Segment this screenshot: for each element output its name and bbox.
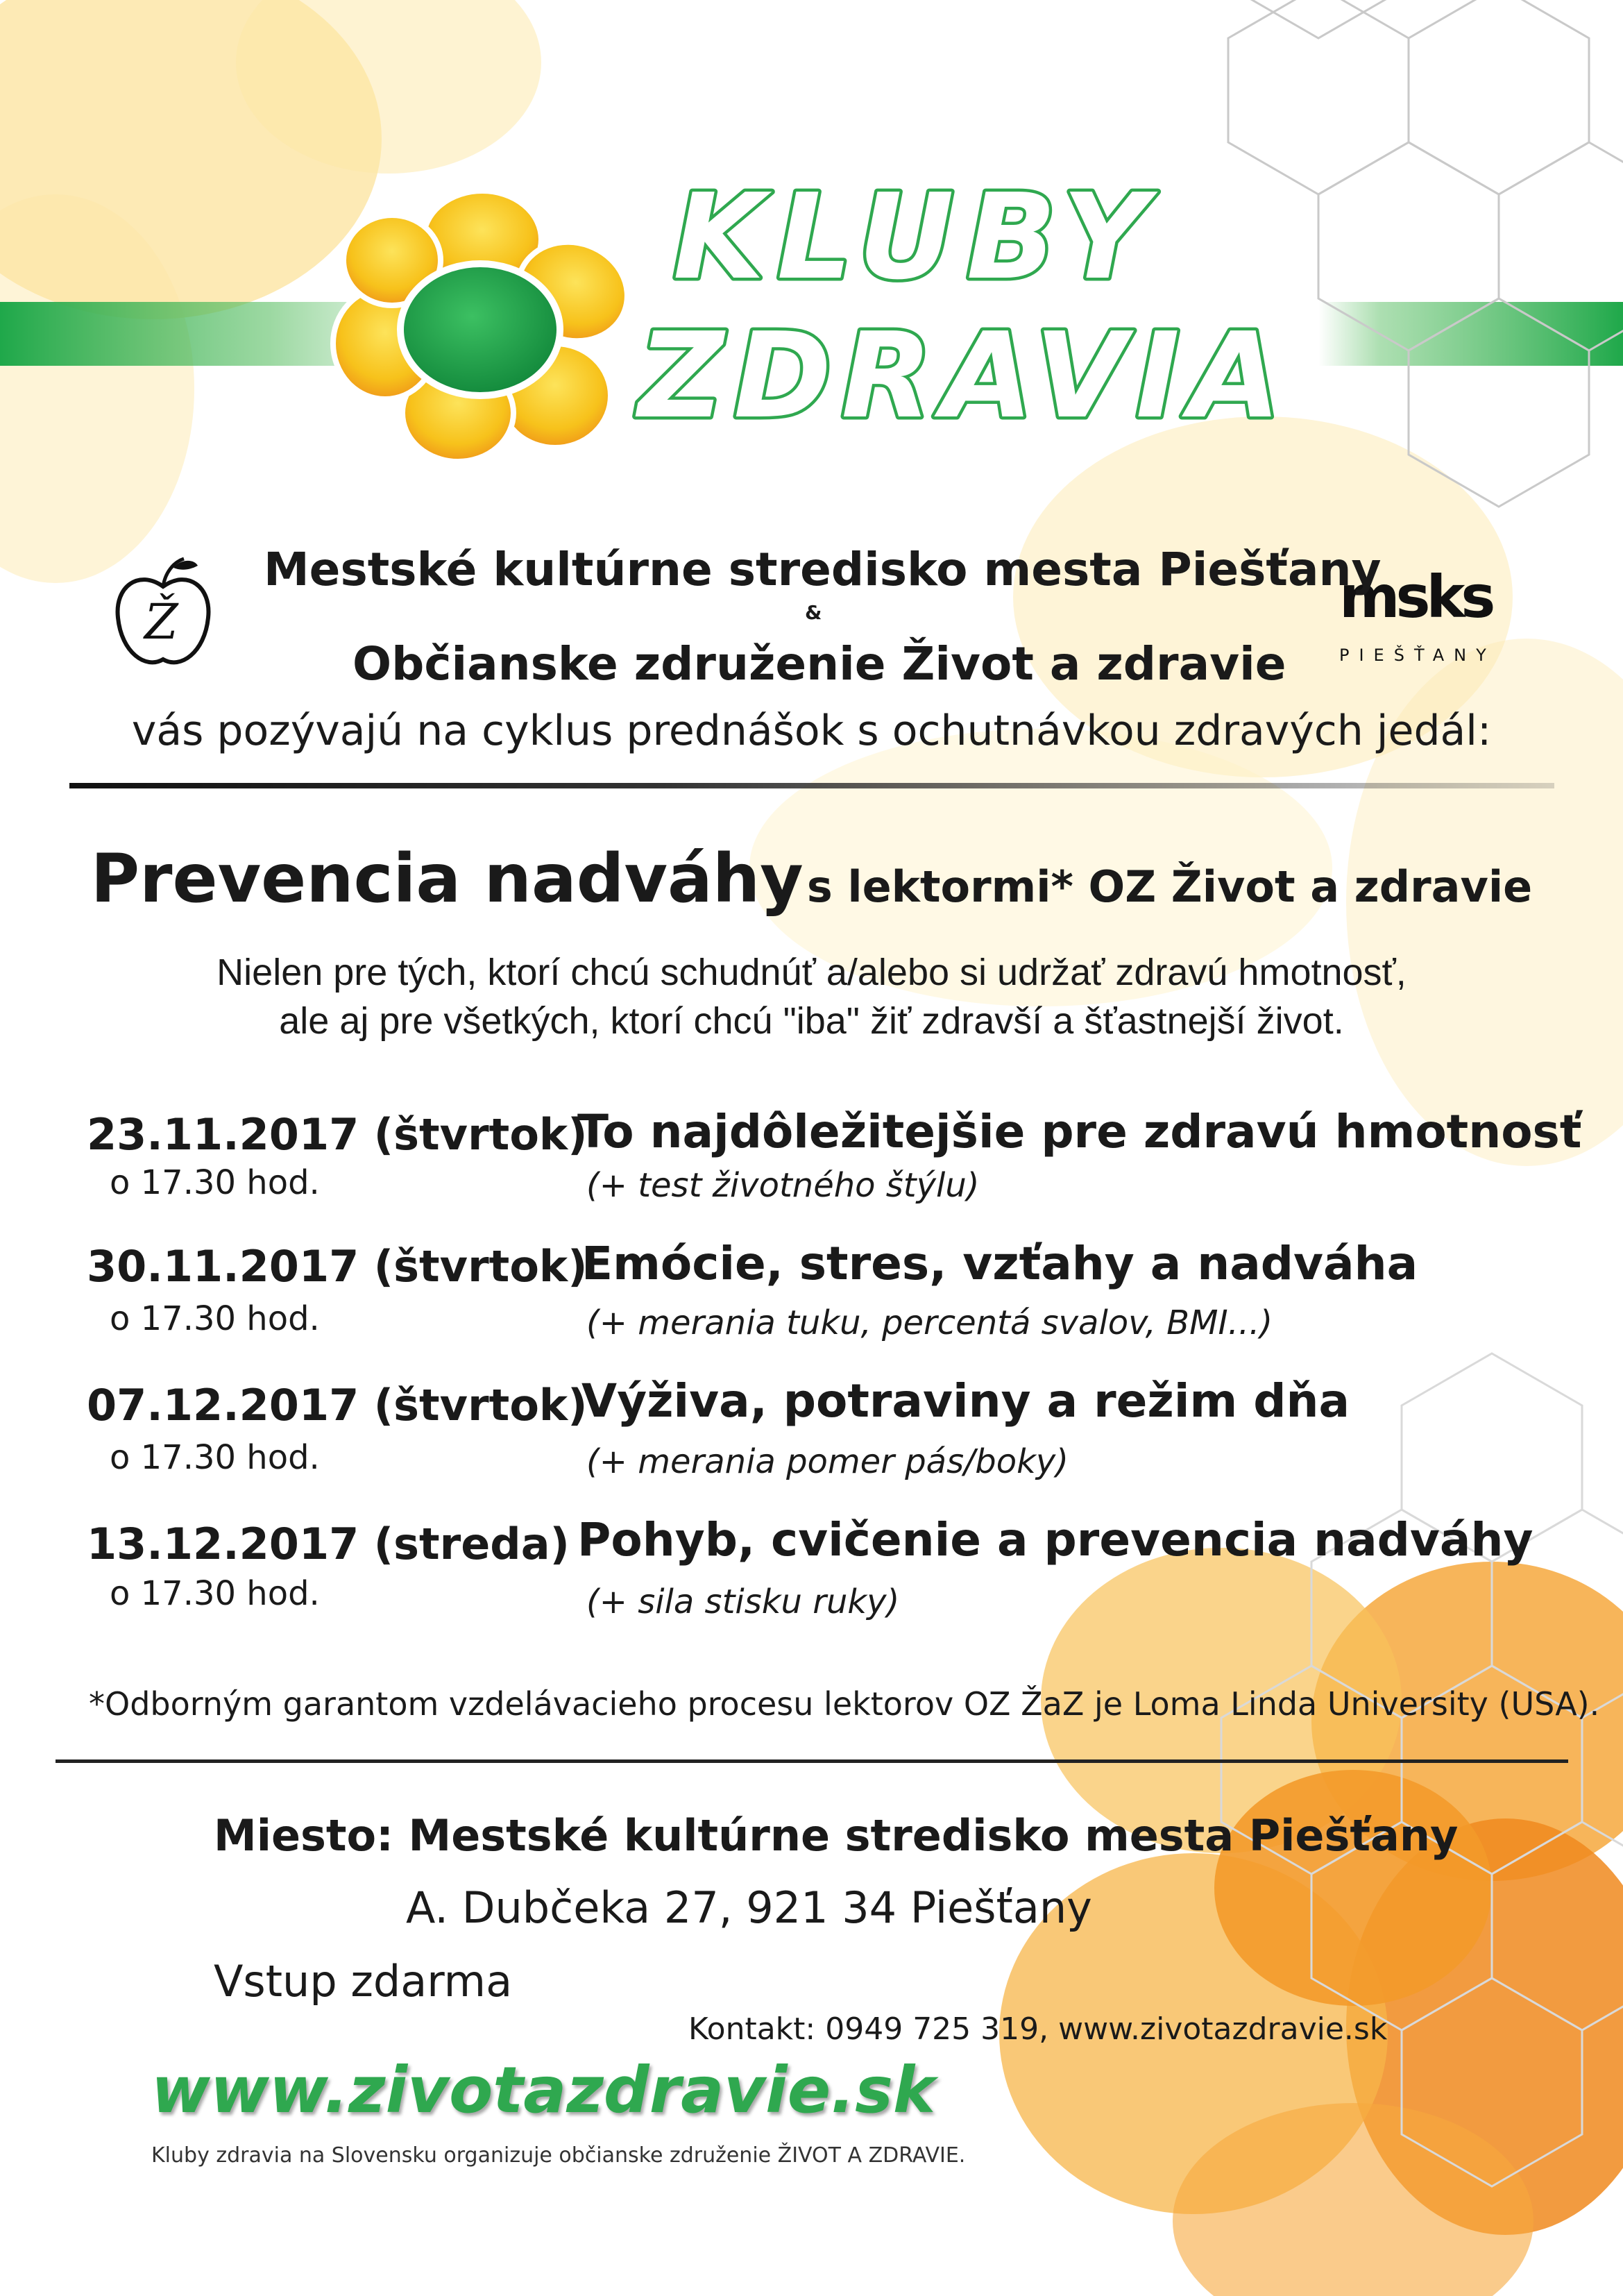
event-date: 07.12.2017 (štvrtok) bbox=[87, 1380, 588, 1430]
event-time: o 17.30 hod. bbox=[110, 1299, 320, 1338]
program-subtitle-2: ale aj pre všetkých, ktorí chcú "iba" žiť zdravší a šťastnejší život. bbox=[279, 1000, 1344, 1042]
event-date: 13.12.2017 (streda) bbox=[87, 1519, 570, 1569]
apple-logo-icon bbox=[111, 548, 215, 673]
title-line-1: KLUBY bbox=[673, 174, 1161, 306]
msks-logo-city: PIEŠŤANY bbox=[1339, 645, 1496, 665]
program-title-suffix: s lektormi* OZ Život a zdravie bbox=[806, 861, 1533, 912]
svg-text:Ž: Ž bbox=[144, 593, 178, 650]
invitation-text: vás pozývajú na cyklus prednášok s ochutnávkou zdravých jedál: bbox=[131, 707, 1492, 755]
event-date: 23.11.2017 (štvrtok) bbox=[87, 1109, 588, 1160]
event-title: Emócie, stres, vzťahy a nadváha bbox=[581, 1237, 1418, 1290]
event-time: o 17.30 hod. bbox=[110, 1438, 320, 1477]
event-note: (+ sila stisku ruky) bbox=[586, 1582, 900, 1621]
event-date: 30.11.2017 (štvrtok) bbox=[87, 1241, 588, 1292]
bottom-divider bbox=[56, 1759, 1568, 1763]
program-heading bbox=[0, 840, 1623, 918]
organizer-1: Mestské kultúrne stredisko mesta Piešťany bbox=[264, 543, 1382, 596]
top-divider bbox=[69, 783, 1554, 788]
event-title: Výživa, potraviny a režim dňa bbox=[581, 1374, 1350, 1428]
msks-logo-mark: msks bbox=[1339, 563, 1492, 631]
event-note: (+ merania tuku, percentá svalov, BMI...) bbox=[586, 1303, 1273, 1342]
kluby-zdravia-title bbox=[611, 174, 1360, 465]
organizer-note: Kluby zdravia na Slovensku organizuje občianske združenie ŽIVOT A ZDRAVIE. bbox=[151, 2143, 966, 2168]
ampersand: & bbox=[805, 601, 822, 624]
entry-info: Vstup zdarma bbox=[214, 1956, 513, 2007]
event-title: Pohyb, cvičenie a prevencia nadváhy bbox=[577, 1513, 1533, 1567]
organizer-2: Občianske združenie Život a zdravie bbox=[352, 637, 1286, 691]
program-subtitle-1: Nielen pre tých, ktorí chcú schudnúť a/alebo si udržať zdravú hmotnosť, bbox=[216, 952, 1407, 993]
event-title: To najdôležitejšie pre zdravú hmotnosť bbox=[577, 1105, 1582, 1158]
flower-logo-icon bbox=[326, 187, 638, 465]
venue-address: A. Dubčeka 27, 921 34 Piešťany bbox=[406, 1882, 1092, 1933]
event-note: (+ merania pomer pás/boky) bbox=[586, 1442, 1069, 1481]
event-note: (+ test životného štýlu) bbox=[586, 1166, 980, 1205]
website-link[interactable]: www.zivotazdravie.sk bbox=[151, 2053, 936, 2127]
event-time: o 17.30 hod. bbox=[110, 1163, 320, 1202]
footnote: *Odborným garantom vzdelávacieho procesu lektorov OZ ŽaZ je Loma Linda University (USA). bbox=[89, 1685, 1600, 1723]
venue-place: Miesto: Mestské kultúrne stredisko mesta Piešťany bbox=[214, 1810, 1459, 1861]
contact-info: Kontakt: 0949 725 319, www.zivotazdravie.sk bbox=[688, 2011, 1388, 2047]
event-time: o 17.30 hod. bbox=[110, 1574, 320, 1613]
program-title: Prevencia nadváhy bbox=[90, 840, 804, 918]
title-line-2: ZDRAVIA bbox=[638, 307, 1291, 445]
